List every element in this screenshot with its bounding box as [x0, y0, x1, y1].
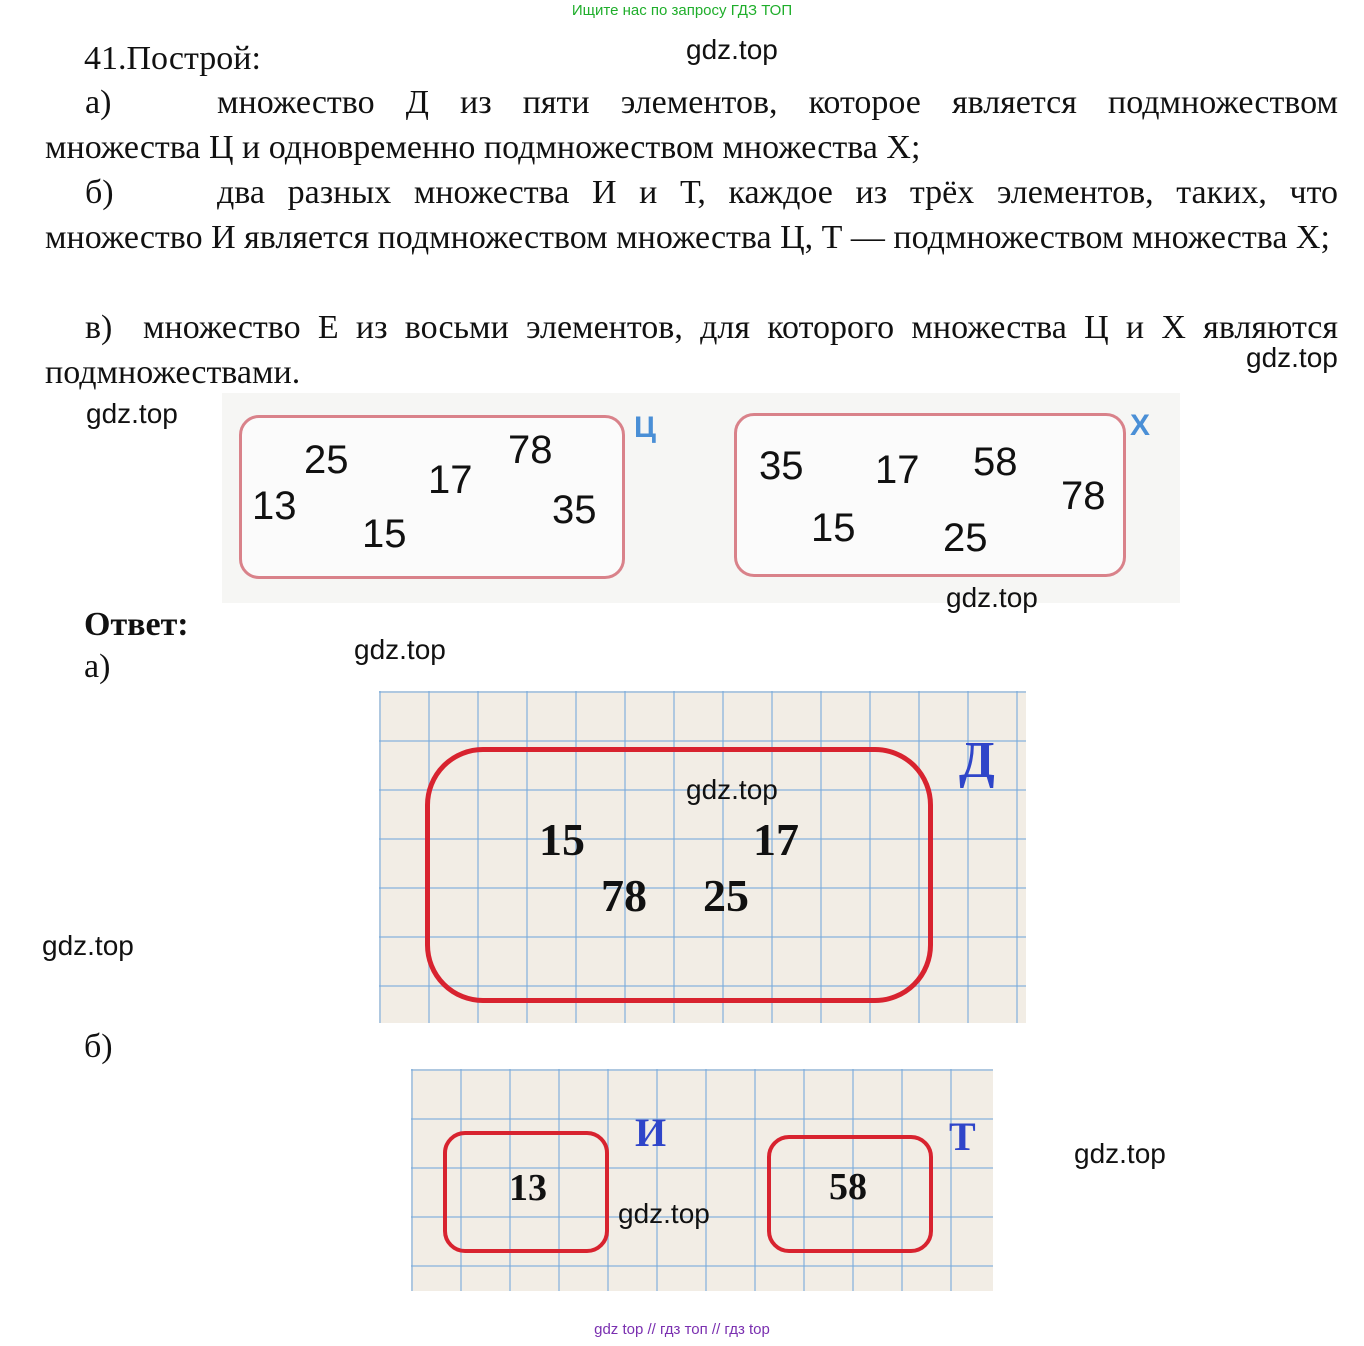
answer-a-label: а) — [84, 648, 111, 685]
set-x-element: 58 — [973, 440, 1018, 484]
top-banner[interactable]: Ищите нас по запросу ГДЗ ТОП — [571, 2, 793, 19]
set-x-element: 78 — [1061, 474, 1106, 518]
set-c-element: 15 — [362, 512, 407, 556]
set-d-element: 78 — [601, 870, 647, 921]
set-c-element: 78 — [508, 428, 553, 472]
set-x-element: 25 — [943, 516, 988, 560]
set-x-name: Х — [1130, 409, 1151, 442]
set-d-element: 17 — [753, 814, 799, 865]
set-t-name: Т — [949, 1114, 976, 1159]
set-x-element: 35 — [759, 444, 804, 488]
textbook-picture — [222, 393, 1180, 603]
watermark: gdz.top — [1074, 1138, 1166, 1169]
watermark: gdz.top — [86, 398, 178, 429]
answer-b-grid — [411, 1069, 993, 1291]
watermark: gdz.top — [686, 34, 778, 65]
set-c-element: 25 — [304, 438, 349, 482]
set-c-element: 35 — [552, 488, 597, 532]
set-x-element: 17 — [875, 448, 920, 492]
answer-title: Ответ: — [84, 606, 189, 643]
task-item-b-text: два разных множества И и Т, каждое из трёх элементов, таких, что множество И является подмножеством множества Ц, Т — подмножеством множества Х; — [45, 174, 1338, 256]
set-c-element: 17 — [428, 458, 473, 502]
watermark: gdz.top — [946, 582, 1038, 613]
task-item-c-label: в) — [85, 309, 113, 346]
set-d-box — [425, 747, 933, 1003]
answer-b-label: б) — [84, 1028, 113, 1065]
task-item-a — [45, 80, 1338, 170]
watermark: gdz.top — [618, 1198, 710, 1229]
watermark: gdz.top — [686, 774, 778, 805]
task-item-c-text: множество Е из восьми элементов, для которого множества Ц и Х являются подмножествами. — [45, 309, 1338, 391]
task-title: 41.Построй: — [84, 40, 261, 77]
task-item-b — [45, 170, 1338, 260]
watermark: gdz.top — [42, 930, 134, 961]
task-item-a-label: а) — [85, 84, 112, 121]
set-c-element: 13 — [252, 484, 297, 528]
task-item-a-text: множество Д из пяти элементов, которое является подмножеством множества Ц и одновременно подмножеством множества Х; — [45, 84, 1338, 166]
set-i-element: 13 — [509, 1167, 547, 1209]
set-d-element: 25 — [703, 870, 749, 921]
set-x-box — [734, 413, 1126, 577]
watermark: gdz.top — [354, 634, 446, 665]
set-x-element: 15 — [811, 506, 856, 550]
set-i-name: И — [635, 1110, 667, 1155]
set-d-name: Д — [959, 732, 995, 789]
set-c-name: Ц — [634, 411, 656, 444]
set-d-element: 15 — [539, 814, 585, 865]
task-item-c — [45, 305, 1338, 395]
watermark: gdz.top — [1246, 342, 1338, 373]
set-c-box — [239, 415, 625, 579]
answer-a-grid — [379, 691, 1026, 1023]
set-t-element: 58 — [829, 1166, 867, 1208]
task-item-b-label: б) — [85, 174, 114, 211]
footer-links[interactable]: gdz top // гдз топ // гдз top — [594, 1321, 770, 1338]
